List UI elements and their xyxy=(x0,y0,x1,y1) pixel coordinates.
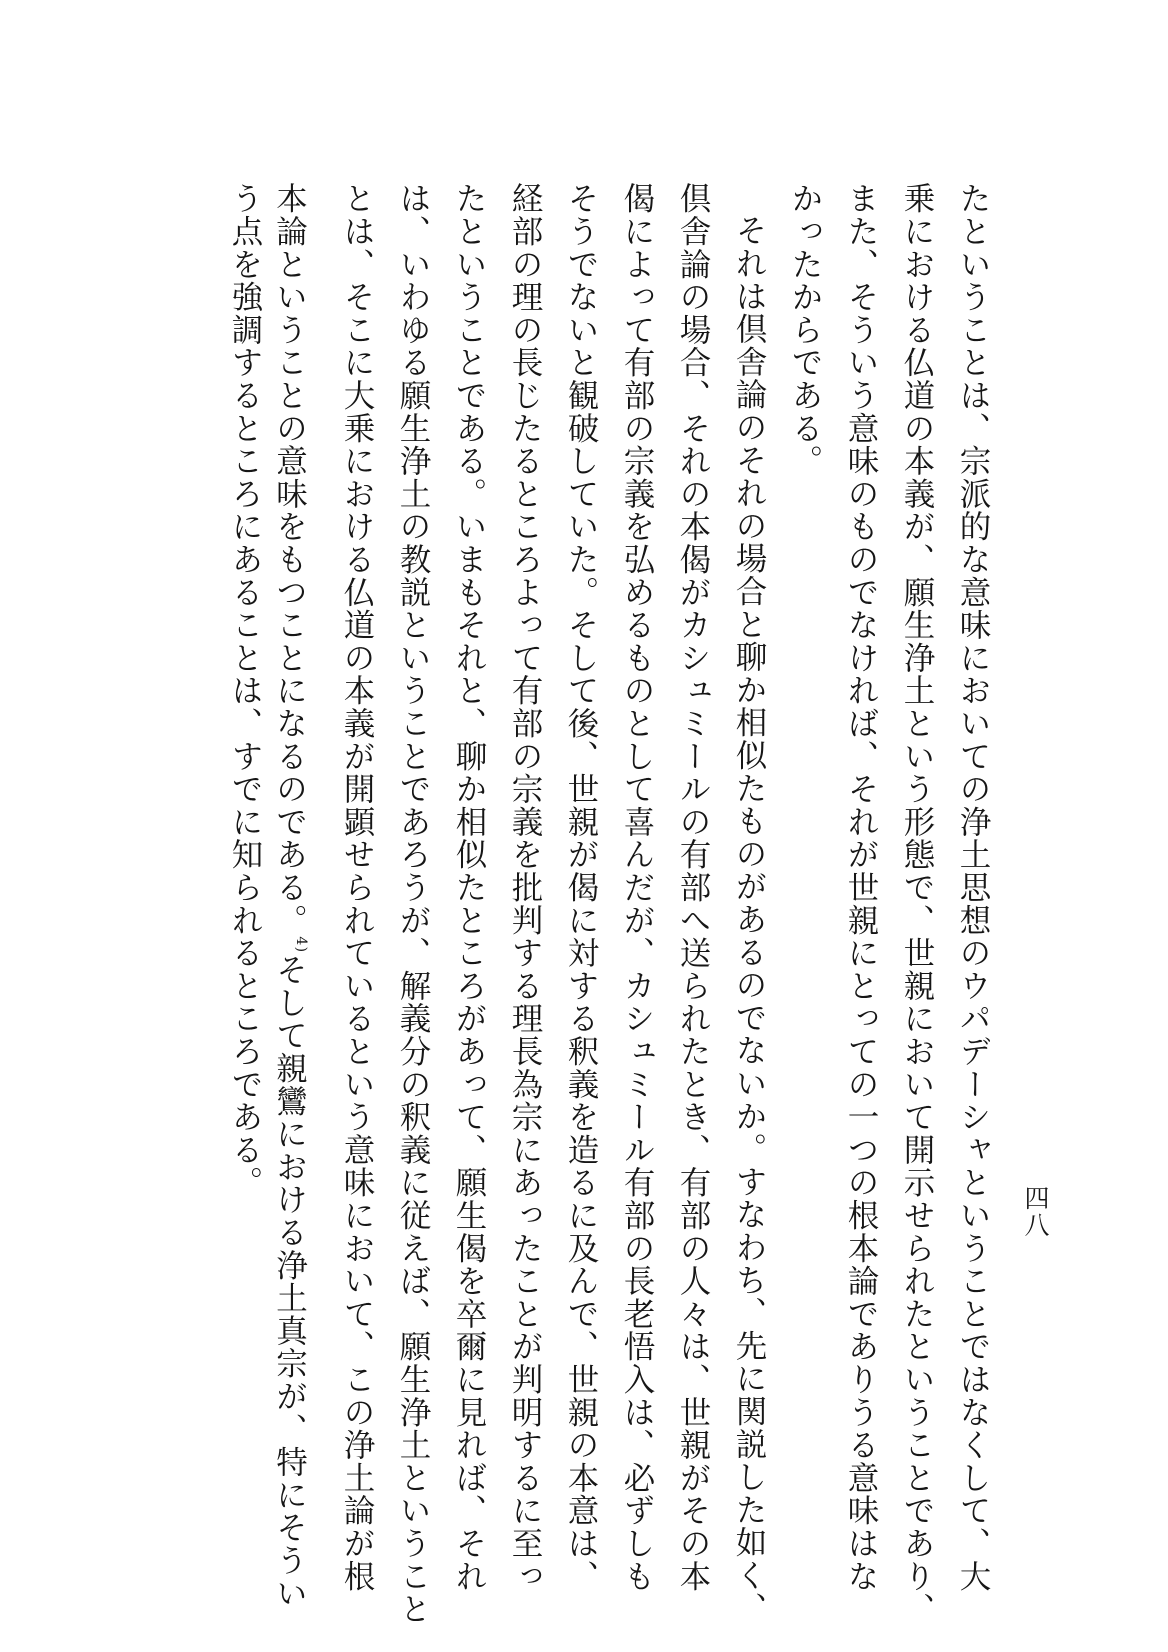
text-column: それは倶舎論のそれの場合と聊か相似たものがあるのでないか。すなわち、先に関説した如く、 xyxy=(731,214,767,1625)
text-column: 乗における仏道の本義が、願生浄土という形態で、世親において開示せられたということであり、 xyxy=(899,182,935,1626)
text-column: 倶舎論の場合、それの本偈がカシュミールの有部へ送られたとき、有部の人々は、世親がその本 xyxy=(675,182,711,1593)
text-column: また、そういう意味のものでなければ、それが世親にとっての一つの根本論でありうる意味はな xyxy=(843,182,879,1593)
text-column: 偈によって有部の宗義を弘めるものとして喜んだが、カシュミール有部の長老悟入は、必ずしも xyxy=(619,182,655,1593)
text-column xyxy=(271,182,324,1610)
page-number: 四八 xyxy=(1021,1185,1050,1239)
text-column: 経部の理の長じたるところよって有部の宗義を批判する理長為宗にあったことが判明するに至っ xyxy=(507,182,543,1593)
text-column-part: そして親鸞における浄土真宗が、特にそうい xyxy=(271,953,308,1610)
text-column-part: 本論ということの意味をもつことになるのである。 xyxy=(271,182,308,937)
footnote-reference: 4) xyxy=(293,936,309,954)
text-column: とは、そこに大乗における仏道の本義が開顕せられているという意味において、この浄土論が根 xyxy=(339,182,375,1593)
text-column: たということである。いまもそれと、聊か相似たところがあって、願生偈を卒爾に見れば、それ xyxy=(451,182,487,1593)
body-text xyxy=(150,182,996,1626)
text-column: は、いわゆる願生浄土の教説ということであろうが、解義分の釈義に従えば、願生浄土ということ xyxy=(395,182,431,1626)
text-column: かったからである。 xyxy=(787,182,823,478)
text-column: たということは、宗派的な意味においての浄土思想のウパデーシャということではなくして、大 xyxy=(955,182,991,1593)
text-column: う点を強調するところにあることは、すでに知られるところである。 xyxy=(227,182,263,1199)
text-column: そうでないと観破していた。そして後、世親が偈に対する釈義を造るに及んで、世親の本意は、 xyxy=(563,182,599,1593)
